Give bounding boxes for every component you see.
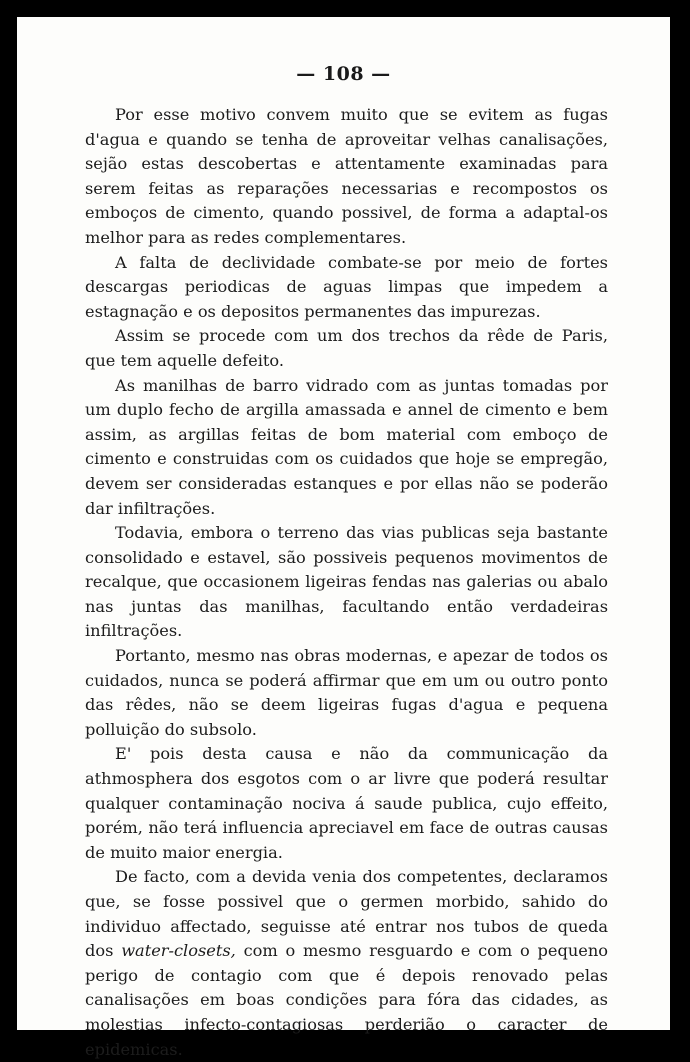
paragraph: Por esse motivo convem muito que se evitem as fugas d'agua e quando se tenha de aproveitar velhas canalisações, sejão estas descobertas e attentamente examinadas para serem feitas as reparações necessarias e recompostos os emboços de cimento, quando possivel, de forma a adaptal-os melhor para as redes complementares. (85, 105, 608, 247)
body-text (85, 103, 608, 1062)
paragraph: E' pois desta causa e não da communicação da athmosphera dos esgotos com o ar livre que poderá resultar qualquer contaminação nociva á saude publica, cujo effeito, porém, não terá influencia apreciavel em face de outras causas de muito maior energia. (85, 744, 608, 862)
paragraph: A falta de declividade combate-se por meio de fortes descargas periodicas de aguas limpas que impedem a estagnação e os depositos permanentes das impurezas. (85, 252, 608, 321)
paragraph-text: com o mesmo resguardo e com o pequeno perigo de contagio com que é depois renovado pelas canalisações em boas condições para fóra das cidades, as molestias infecto-contagiosas perderião o caracter de epidemicas. (85, 941, 608, 1059)
page-number: — 108 — (296, 63, 391, 85)
paragraph-text: De facto, com a devida venia dos competentes, declaramos que, se fosse possivel que o germen morbido, sahido do individuo affectado, seguisse até entrar nos tubos de queda dos (85, 867, 608, 961)
paragraph (85, 865, 608, 1062)
book-page (17, 17, 670, 1059)
paragraph: Portanto, mesmo nas obras modernas, e apezar de todos os cuidados, nunca se poderá affirmar que em um ou outro ponto das rêdes, não se deem ligeiras fugas d'agua e pequena polluição do subsolo. (85, 646, 608, 739)
paragraph: Todavia, embora o terreno das vias publicas seja bastante consolidado e estavel, são possiveis pequenos movimentos de recalque, que occasionem ligeiras fendas nas galerias ou abalo nas juntas das manilhas, facultando então verdadeiras infiltrações. (85, 523, 608, 641)
paragraph: As manilhas de barro vidrado com as juntas tomadas por um duplo fecho de argilla amassada e annel de cimento e bem assim, as argillas feitas de bom material com emboço de cimento e construidas com os cuidados que hoje se empregão, devem ser consideradas estanques e por ellas não se poderão dar infiltrações. (85, 375, 608, 518)
italic-term: water-closets, (121, 941, 236, 961)
paragraph: Assim se procede com um dos trechos da rêde de Paris, que tem aquelle defeito. (85, 326, 608, 370)
